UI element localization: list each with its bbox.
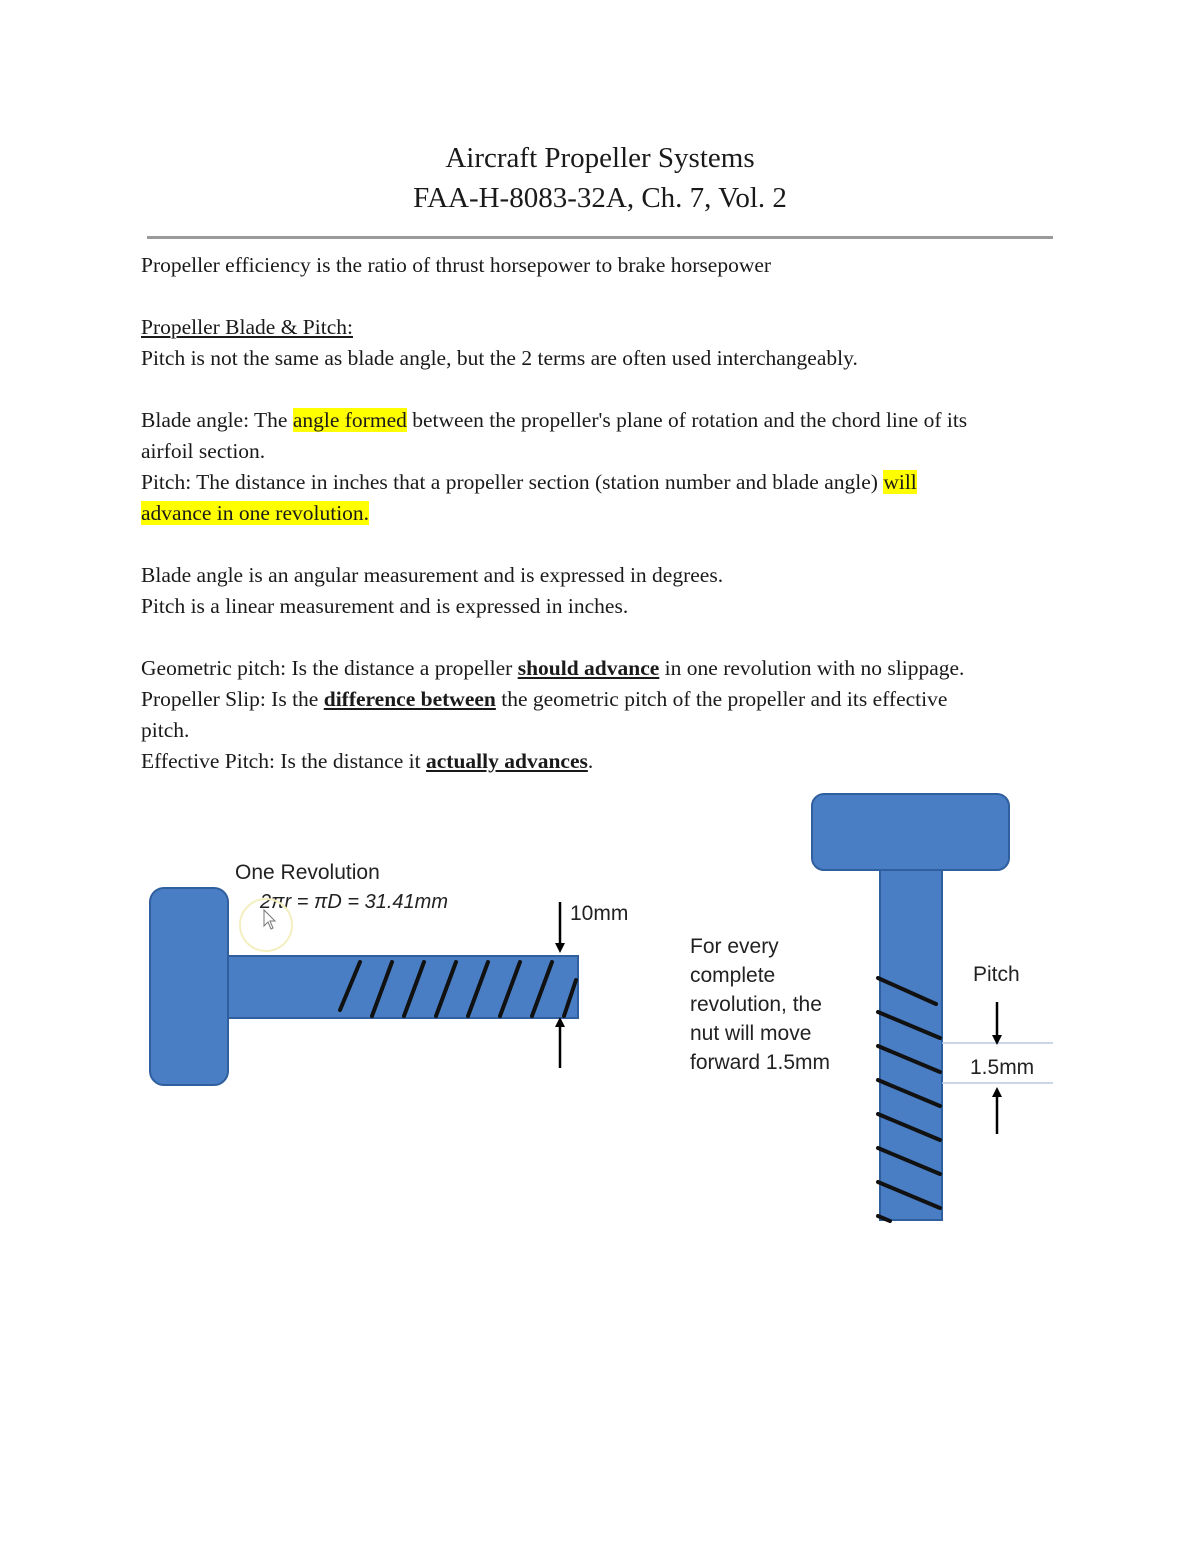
blade-angle-definition-cont: airfoil section. — [141, 439, 266, 463]
geometric-pitch-suffix: in one revolution with no slippage. — [659, 656, 965, 680]
caption-line: complete — [690, 964, 776, 987]
nut-pitch-diagram — [670, 780, 1070, 1230]
slip-emphasis: difference between — [323, 687, 496, 711]
bolt-revolution-diagram — [140, 850, 650, 1100]
propeller-slip-definition-cont: pitch. — [141, 718, 190, 742]
one-revolution-label: One Revolution — [235, 861, 380, 884]
effective-pitch-emphasis: actually advances — [426, 749, 588, 773]
caption-line: nut will move — [690, 1022, 812, 1045]
pitch-def-highlight-cont: advance in one revolution. — [141, 501, 370, 525]
pitch-def-highlight: will — [883, 470, 917, 494]
slip-prefix: Propeller Slip: Is the — [141, 687, 324, 711]
pitch-measurement: Pitch is a linear measurement and is expressed in inches. — [141, 594, 629, 618]
document-title: Aircraft Propeller Systems — [445, 142, 755, 174]
pitch-value: 1.5mm — [970, 1056, 1035, 1079]
caption-line: forward 1.5mm — [690, 1051, 831, 1074]
propeller-slip-definition — [141, 684, 947, 715]
document-subtitle: FAA-H-8083-32A, Ch. 7, Vol. 2 — [413, 182, 787, 214]
blade-angle-measurement: Blade angle is an angular measurement and is expressed in degrees. — [141, 563, 724, 587]
slip-suffix: the geometric pitch of the propeller and its effective — [495, 687, 948, 711]
bolt-shaft — [228, 956, 578, 1018]
efficiency-definition: Propeller efficiency is the ratio of thrust horsepower to brake horsepower — [141, 253, 772, 277]
geometric-pitch-prefix: Geometric pitch: Is the distance a propeller — [141, 656, 518, 680]
geometric-pitch-emphasis: should advance — [517, 656, 660, 680]
pitch-definition-cont — [141, 498, 369, 529]
caption-line: For every — [690, 935, 779, 958]
blade-angle-prefix: Blade angle: The — [141, 408, 293, 432]
geometric-pitch-definition — [141, 653, 964, 684]
pitch-label: Pitch — [973, 963, 1020, 986]
horizontal-rule — [147, 236, 1053, 239]
pitch-note: Pitch is not the same as blade angle, but the 2 terms are often used interchangeably. — [141, 346, 858, 370]
effective-pitch-suffix: . — [587, 749, 594, 773]
blade-angle-highlight: angle formed — [292, 408, 407, 432]
bolt-head — [150, 888, 228, 1085]
caption-line: revolution, the — [690, 993, 822, 1016]
effective-pitch-definition — [141, 746, 593, 777]
pitch-def-prefix: Pitch: The distance in inches that a propeller section (station number and blade angle) — [141, 470, 884, 494]
section-heading: Propeller Blade & Pitch: — [141, 315, 353, 339]
blade-angle-suffix: between the propeller's plane of rotation and the chord line of its — [406, 408, 968, 432]
circumference-formula: 2πr = πD = 31.41mm — [260, 891, 448, 913]
blade-angle-definition — [141, 405, 967, 436]
effective-pitch-prefix: Effective Pitch: Is the distance it — [141, 749, 426, 773]
pitch-definition — [141, 467, 917, 498]
bolt-head — [812, 794, 1009, 870]
diameter-label: 10mm — [570, 902, 629, 925]
bolt-shaft — [880, 870, 942, 1220]
